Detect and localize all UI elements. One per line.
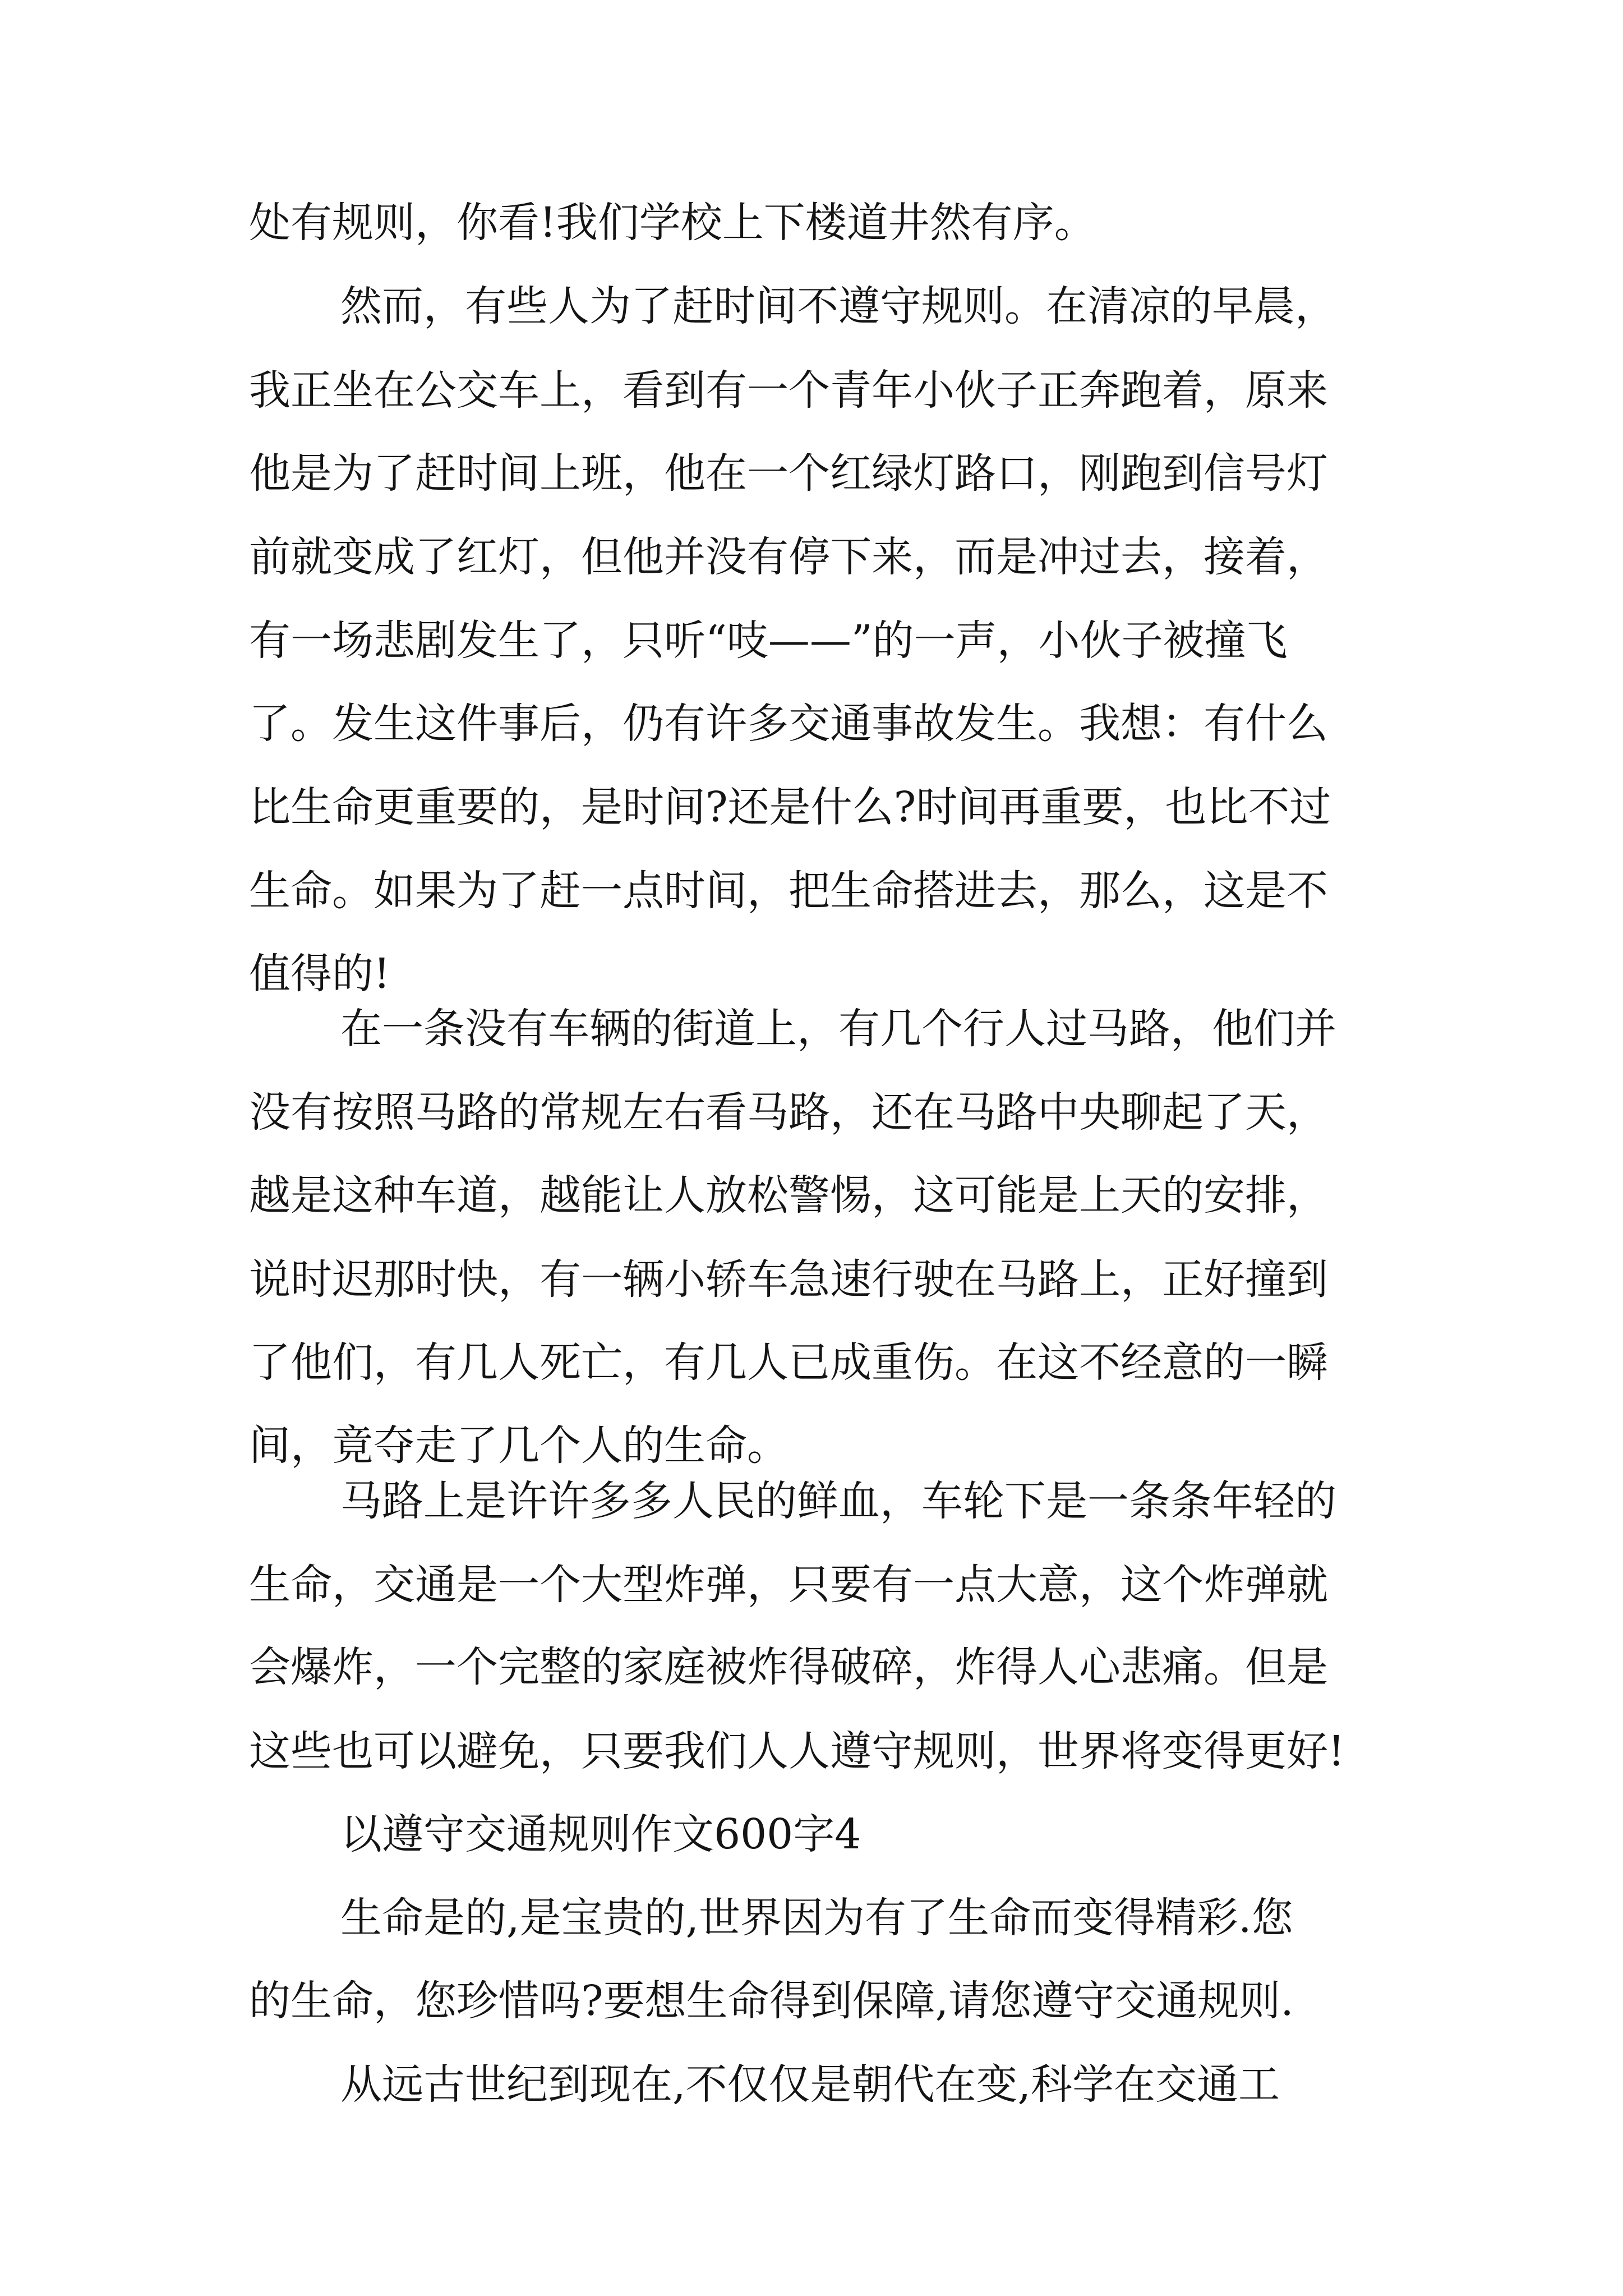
- text-line: 间，竟夺走了几个人的生命。: [249, 1421, 789, 1470]
- text-line: 生命是的,是宝贵的,世界因为有了生命而变得精彩.您: [340, 1894, 1293, 1942]
- text-line: 比生命更重要的，是时间?还是什么?时间再重要，也比不过: [249, 783, 1331, 831]
- text-line: 说时迟那时快，有一辆小轿车急速行驶在马路上，正好撞到: [249, 1255, 1328, 1304]
- text-line: 有一场悲剧发生了，只听“吱——”的一声，小伙子被撞飞: [249, 616, 1288, 665]
- text-line: 在一条没有车辆的街道上，有几个行人过马路，他们并: [340, 1005, 1336, 1053]
- text-line: 他是为了赶时间上班，他在一个红绿灯路口，刚跑到信号灯: [249, 449, 1328, 498]
- text-line: 然而，有些人为了赶时间不遵守规则。在清凉的早晨，: [340, 282, 1336, 330]
- text-line: 没有按照马路的常规左右看马路，还在马路中央聊起了天，: [249, 1088, 1328, 1137]
- text-line: 了。发生这件事后，仍有许多交通事故发生。我想：有什么: [249, 700, 1328, 748]
- text-line: 这些也可以避免，只要我们人人遵守规则，世界将变得更好!: [249, 1727, 1345, 1775]
- text-line: 值得的!: [249, 950, 390, 998]
- text-line: 越是这种车道，越能让人放松警惕，这可能是上天的安排，: [249, 1171, 1328, 1220]
- text-line: 的生命，您珍惜吗?要想生命得到保障,请您遵守交通规则.: [249, 1977, 1294, 2025]
- text-line: 处有规则，你看!我们学校上下楼道井然有序。: [249, 199, 1096, 247]
- text-line: 从远古世纪到现在,不仅仅是朝代在变,科学在交通工: [340, 2060, 1280, 2109]
- text-line: 生命，交通是一个大型炸弹，只要有一点大意，这个炸弹就: [249, 1561, 1328, 1609]
- text-line: 我正坐在公交车上，看到有一个青年小伙子正奔跑着，原来: [249, 366, 1328, 415]
- text-line: 了他们，有几人死亡，有几人已成重伤。在这不经意的一瞬: [249, 1338, 1328, 1387]
- text-line: 前就变成了红灯，但他并没有停下来，而是冲过去，接着，: [249, 533, 1328, 581]
- section-heading: 以遵守交通规则作文600字4: [340, 1810, 861, 1858]
- text-line: 生命。如果为了赶一点时间，把生命搭进去，那么，这是不: [249, 867, 1328, 915]
- text-line: 马路上是许许多多人民的鲜血，车轮下是一条条年轻的: [340, 1477, 1336, 1525]
- text-line: 会爆炸，一个完整的家庭被炸得破碎，炸得人心悲痛。但是: [249, 1643, 1328, 1691]
